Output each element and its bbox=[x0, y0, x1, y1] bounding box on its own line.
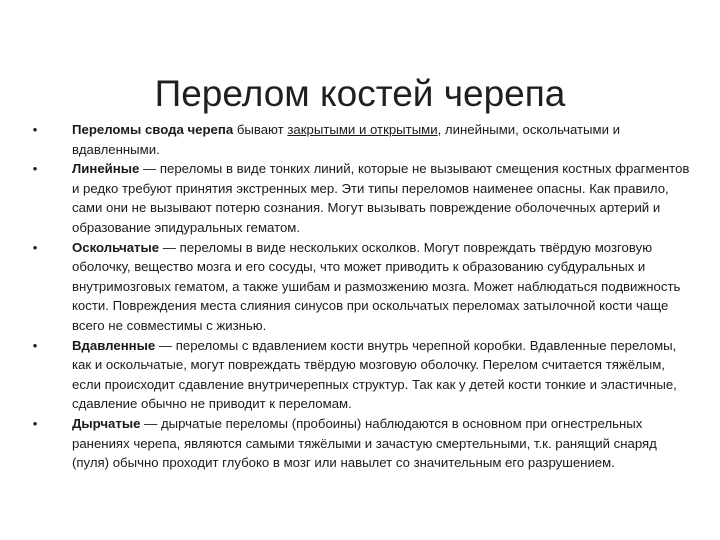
bullet-dot: • bbox=[32, 161, 38, 177]
bullet-item-perforated bbox=[28, 414, 696, 473]
bullet-list bbox=[28, 120, 696, 473]
slide-title: Перелом костей черепа bbox=[154, 72, 566, 114]
bullet-item-vault-fractures bbox=[28, 120, 696, 159]
bullet-term: Дырчатые bbox=[72, 415, 141, 431]
bullet-text: — переломы в виде нескольких осколков. Могут повреждать твёрдую мозговую оболочку, вещество мозга и его сосуды, что может приводить к образованию субдуральных и внутримозговых гематом, а также ушибам и размозжению мозга. Может наблюдаться подвижность кости. Повреждения места слияния синусов при оскольчатых переломах затылочной кости чаще всего не совместимы с жизнью. bbox=[72, 239, 681, 333]
bullet-term: Линейные bbox=[72, 161, 140, 177]
bullet-dot: • bbox=[32, 337, 38, 353]
bullet-dot: • bbox=[32, 415, 38, 431]
bullet-item-depressed bbox=[28, 336, 696, 414]
bullet-text: — переломы с вдавлением кости внутрь черепной коробки. Вдавленные переломы, как и оскольчатые, могут повреждать твёрдую мозговую оболочку. Перелом считается тяжёлым, если происходит сдавление внутричерепных структур. Так как у детей кости тонкие и эластичные, сдавление обычно не приводит к переломам. bbox=[72, 337, 677, 412]
bullet-term: Переломы свода черепа bbox=[72, 122, 234, 137]
bullet-term: Вдавленные bbox=[72, 337, 156, 353]
bullet-text: бывают bbox=[233, 122, 288, 137]
bullet-term: Оскольчатые bbox=[72, 239, 160, 255]
bullet-item-comminuted bbox=[28, 238, 696, 336]
bullet-text: — дырчатые переломы (пробоины) наблюдаются в основном при огнестрельных ранениях черепа, являются самыми тяжёлыми и зачастую смертельными, т.к. ранящий снаряд (пуля) обычно проходит глубоко в мозг или навылет со значительным его разрушением. bbox=[72, 415, 657, 471]
bullet-item-linear bbox=[28, 159, 696, 237]
bullet-dot: • bbox=[32, 122, 38, 137]
underlined-text: закрытыми и открытыми bbox=[287, 122, 438, 137]
bullet-text: — переломы в виде тонких линий, которые не вызывают смещения костных фрагментов и редко требуют принятия экстренных мер. Эти типы переломов наименее опасны. Как правило, сами они не вызывают потерю сознания. Могут вызывать повреждение оболочечных артерий и образование эпидуральных гематом. bbox=[72, 161, 690, 235]
bullet-dot: • bbox=[32, 239, 38, 255]
bullet-text: , линейными, оскольчатыми и вдавленными. bbox=[72, 122, 620, 157]
